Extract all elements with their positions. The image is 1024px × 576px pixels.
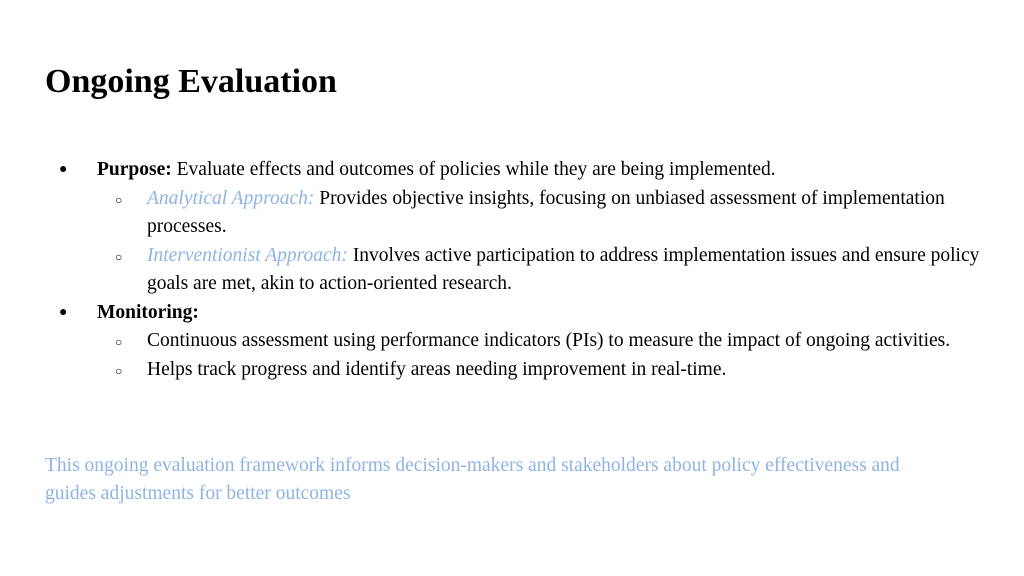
sub-bullet-item-continuous: [97, 327, 985, 356]
sub-bullet-item-analytical: [97, 185, 985, 242]
hollow-bullet-icon: ○: [115, 249, 123, 264]
bullet-label: Purpose:: [97, 159, 172, 180]
bullet-text: Evaluate effects and outcomes of policies while they are being implemented.: [171, 159, 776, 180]
sub-bullet-item-interventionist: [97, 242, 985, 299]
bullet-item-monitoring: [45, 299, 985, 385]
sub-bullet-label: Interventionist Approach:: [147, 244, 348, 266]
bullet-content: [45, 156, 985, 384]
sub-bullet-text: Continuous assessment using performance indicators (PIs) to measure the impact of ongoing activities.: [147, 330, 951, 351]
sub-bullet-text: Involves active participation to address implementation issues and ensure policy goals are met, akin to action-oriented research.: [147, 244, 980, 294]
sub-bullet-item-tracking: [97, 356, 985, 385]
bullet-label: Monitoring:: [97, 301, 199, 323]
summary-text: This ongoing evaluation framework informs decision-makers and stakeholders about policy effectiveness and guides adjustments for better outcomes: [45, 454, 900, 504]
bullet-item-purpose: [45, 156, 985, 299]
sub-bullet-list: [97, 327, 985, 384]
hollow-bullet-icon: ○: [115, 192, 123, 207]
sub-bullet-label: Analytical Approach:: [147, 187, 315, 209]
hollow-bullet-icon: ○: [115, 363, 123, 378]
sub-bullet-text: Provides objective insights, focusing on unbiased assessment of implementation processes.: [147, 187, 945, 237]
filled-bullet-icon: ●: [59, 304, 68, 320]
slide-title: Ongoing Evaluation: [45, 63, 337, 100]
filled-bullet-icon: ●: [59, 162, 68, 177]
bullet-list: [45, 156, 985, 384]
hollow-bullet-icon: ○: [115, 335, 123, 349]
sub-bullet-text: Helps track progress and identify areas needing improvement in real-time.: [147, 358, 727, 380]
sub-bullet-list: [97, 185, 985, 299]
